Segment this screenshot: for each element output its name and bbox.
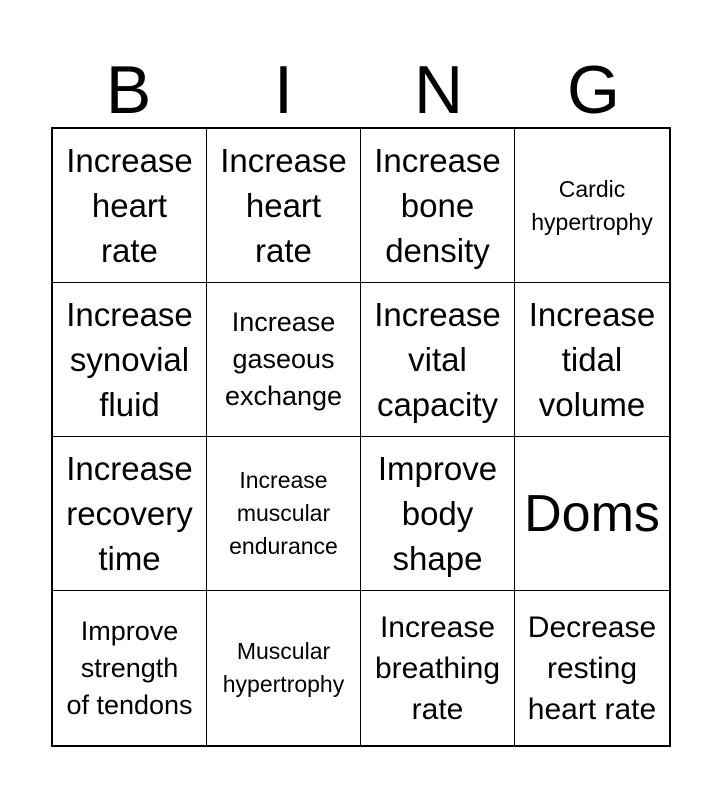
cell-label: Improve strength of tendons: [66, 615, 193, 720]
header-letter-i: I: [274, 52, 293, 128]
cell-label: Doms: [524, 484, 660, 543]
cell-label: Increase heart rate: [220, 142, 347, 269]
cell-label: Decrease resting heart rate: [527, 610, 657, 726]
cell-label: Increase gaseous exchange: [224, 307, 343, 411]
cell-label: Increase synovial fluid: [66, 296, 193, 423]
cell-label: Muscular hypertrophy: [222, 638, 345, 697]
bingo-cell[interactable]: [515, 437, 669, 591]
cell-label: Increase heart rate: [66, 142, 193, 269]
cell-label: Increase breathing rate: [374, 610, 501, 726]
bingo-cell[interactable]: [361, 129, 515, 283]
bingo-cell[interactable]: [515, 129, 669, 283]
bingo-cell[interactable]: [515, 283, 669, 437]
header-letter-b: B: [105, 52, 152, 128]
cell-label: Increase recovery time: [66, 450, 193, 577]
bingo-header: [51, 52, 671, 128]
header-letter-g: G: [567, 52, 620, 128]
cell-label: Increase vital capacity: [374, 296, 501, 423]
cell-label: Cardic hypertrophy: [531, 175, 653, 235]
bingo-cell[interactable]: [53, 591, 207, 745]
cell-label: Increase tidal volume: [528, 296, 656, 423]
bingo-cell[interactable]: [53, 283, 207, 437]
cell-label: Improve body shape: [377, 450, 498, 577]
cell-label: Increase muscular endurance: [229, 467, 338, 559]
bingo-cell[interactable]: [515, 591, 669, 745]
bingo-cell[interactable]: [361, 591, 515, 745]
bingo-card: [51, 127, 671, 747]
bingo-cell[interactable]: [53, 129, 207, 283]
bingo-cell[interactable]: [53, 437, 207, 591]
bingo-cell[interactable]: [207, 437, 361, 591]
bingo-cell[interactable]: [207, 283, 361, 437]
bingo-cell[interactable]: [361, 283, 515, 437]
bingo-cell[interactable]: [207, 129, 361, 283]
cell-label: Increase bone density: [374, 142, 501, 269]
bingo-cell[interactable]: [207, 591, 361, 745]
header-letter-n: N: [413, 52, 464, 128]
bingo-cell[interactable]: [361, 437, 515, 591]
